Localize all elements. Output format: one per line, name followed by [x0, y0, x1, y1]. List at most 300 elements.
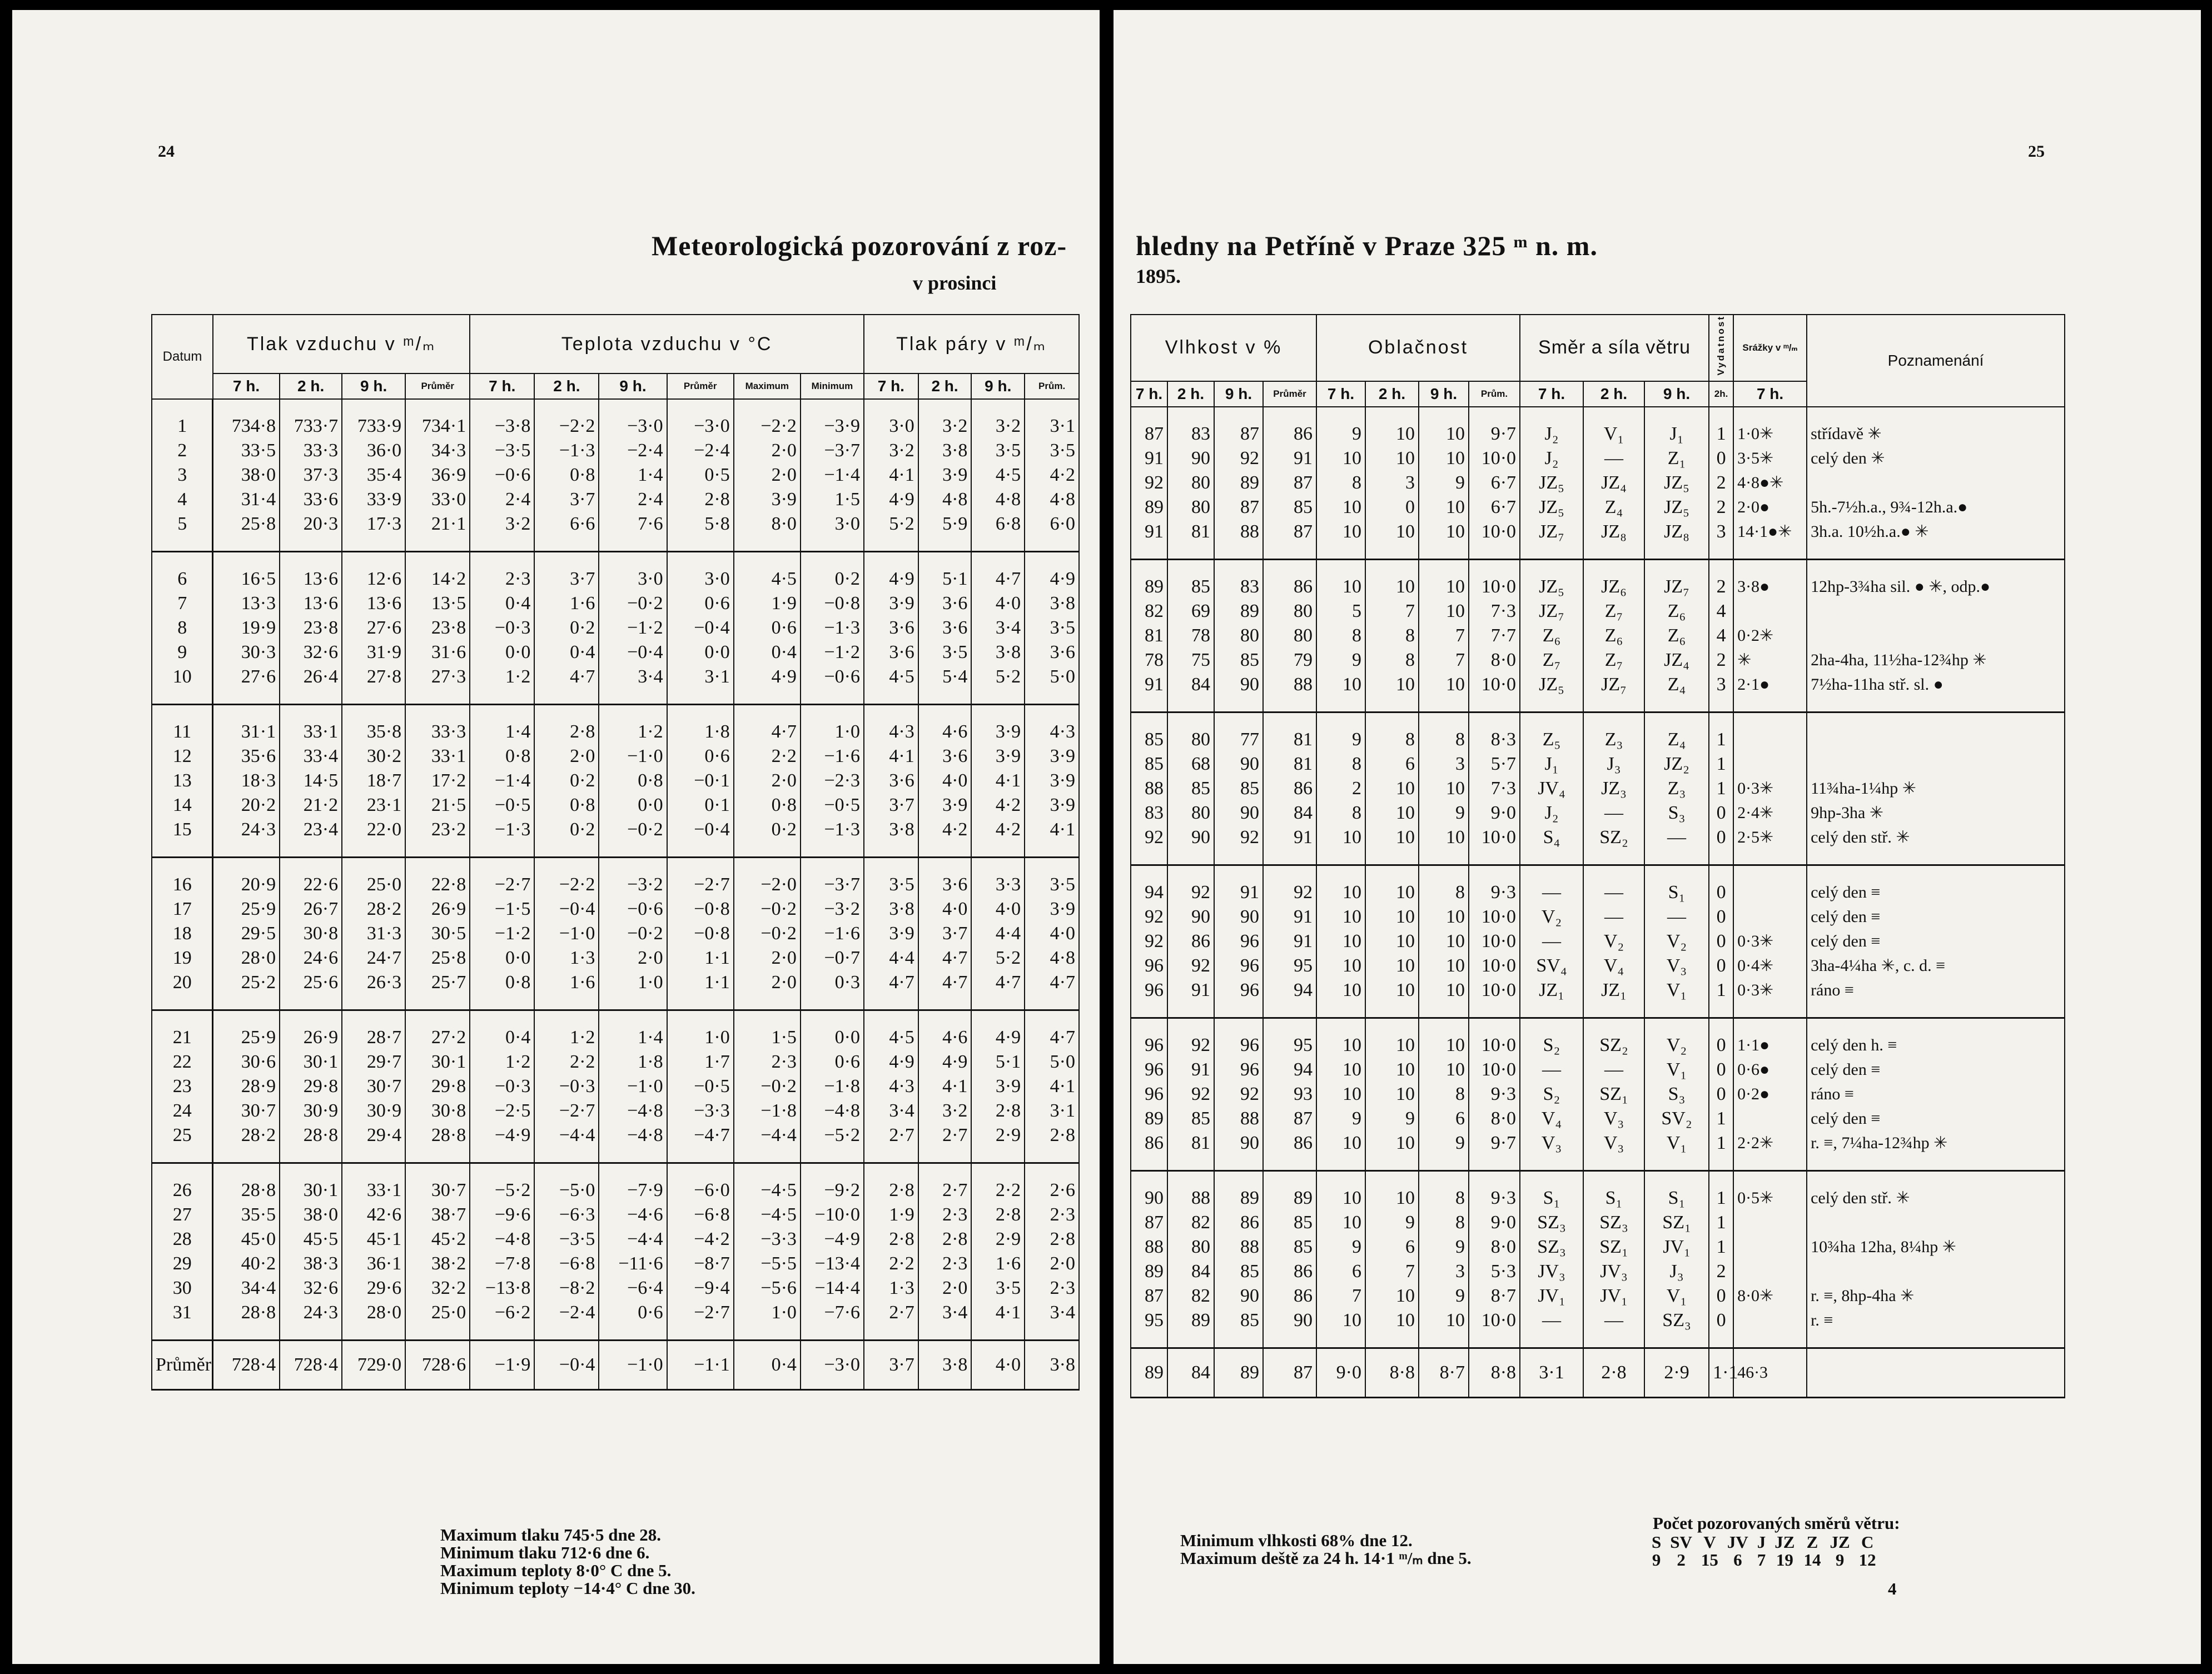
table-cell: 96	[1131, 1058, 1167, 1082]
table-cell: 30·2	[342, 744, 405, 769]
table-cell: 1·8	[667, 705, 734, 745]
table-cell: −0·8	[667, 921, 734, 946]
table-row	[152, 552, 1079, 592]
table-cell: 0·6	[667, 744, 734, 769]
table-cell: 4·7	[534, 665, 599, 705]
table-cell: 21·1	[405, 512, 470, 552]
table-cell: 12hp-3¾ha sil. ● ✳, odp.●	[1807, 559, 2065, 599]
table-cell: 0·6	[801, 1050, 864, 1074]
table-cell: SV₄	[1520, 954, 1583, 978]
table-cell: 3·4	[971, 616, 1025, 640]
sub-7h: 7 h.	[1316, 381, 1365, 407]
table-cell: −2·7	[667, 1301, 734, 1341]
table-cell: 10	[1365, 1284, 1419, 1308]
table-cell: 28·8	[405, 1123, 470, 1163]
table-cell: −0·2	[734, 1074, 801, 1099]
table-cell	[1733, 905, 1807, 929]
table-cell: 9	[1316, 1107, 1365, 1131]
table-cell: S₁	[1644, 865, 1709, 905]
table-cell: 96	[1131, 1018, 1167, 1058]
table-cell: 25	[152, 1123, 213, 1163]
table-cell: JV₁	[1520, 1284, 1583, 1308]
table-cell: 9·3	[1469, 1082, 1520, 1107]
table-cell: JZ₁	[1520, 978, 1583, 1018]
table-cell: 45·2	[405, 1227, 470, 1252]
table-cell: 4·9	[864, 552, 918, 592]
table-cell: S₃	[1644, 801, 1709, 825]
table-cell	[1807, 1259, 2065, 1284]
total-cell: 8·7	[1419, 1348, 1469, 1397]
total-cell: 87	[1263, 1348, 1316, 1397]
table-row	[152, 1074, 1079, 1099]
table-cell: 10	[1316, 446, 1365, 471]
table-cell: 30·6	[213, 1050, 280, 1074]
table-cell: 0·3✳	[1733, 978, 1807, 1018]
table-cell: 23	[152, 1074, 213, 1099]
table-cell: −9·6	[470, 1203, 534, 1227]
table-cell: 3·6	[918, 591, 972, 616]
table-cell: −5·2	[801, 1123, 864, 1163]
table-cell: 8	[1316, 624, 1365, 648]
table-cell: −2·7	[534, 1099, 599, 1123]
table-cell: SZ₂	[1583, 825, 1644, 865]
table-cell: 7	[1316, 1284, 1365, 1308]
table-cell: 2·9	[971, 1123, 1025, 1163]
table-cell: 3·7	[534, 552, 599, 592]
table-cell: 7	[1365, 599, 1419, 624]
table-cell: 10	[1419, 905, 1469, 929]
table-cell: −1·3	[801, 818, 864, 858]
table-cell: 1·4	[470, 705, 534, 745]
table-cell: 733·7	[280, 399, 342, 439]
table-cell: SZ₃	[1644, 1308, 1709, 1348]
table-cell: 68	[1167, 752, 1214, 776]
table-row	[1131, 865, 2065, 905]
table-cell: 92	[1131, 471, 1167, 495]
table-cell: 96	[1131, 954, 1167, 978]
table-cell: 3·6	[864, 616, 918, 640]
table-cell: 10·0	[1469, 1308, 1520, 1348]
table-cell: 3·7	[864, 793, 918, 818]
table-cell: −0·5	[470, 793, 534, 818]
table-cell: SZ₁	[1644, 1210, 1709, 1235]
stat-line: Maximum teploty 8·0° C dne 5.	[440, 1561, 672, 1580]
table-cell: −1·2	[470, 921, 534, 946]
table-cell: 0·4	[734, 640, 801, 665]
table-cell: 4·8	[918, 487, 972, 512]
table-cell: 5·2	[971, 665, 1025, 705]
table-cell: 85	[1131, 712, 1167, 752]
table-cell: 9	[1316, 407, 1365, 446]
table-cell: 84	[1263, 801, 1316, 825]
table-cell: −2·2	[734, 399, 801, 439]
table-cell: −1·2	[801, 640, 864, 665]
table-cell: −4·6	[599, 1203, 667, 1227]
table-cell: 81	[1167, 520, 1214, 560]
table-cell: 2·0	[599, 946, 667, 970]
table-cell: 4·5	[734, 552, 801, 592]
table-cell: 28·8	[213, 1301, 280, 1341]
table-cell: 4·2	[971, 818, 1025, 858]
table-cell: −1·6	[801, 921, 864, 946]
table-cell: 3	[152, 463, 213, 487]
table-cell: 33·5	[213, 439, 280, 463]
page-subtitle: 1895.	[1136, 265, 1181, 287]
total-cell: 3·8	[1025, 1341, 1079, 1390]
table-cell: 7	[1365, 1259, 1419, 1284]
table-cell: 0·2	[801, 552, 864, 592]
table-row	[1131, 1170, 2065, 1210]
table-cell: 88	[1214, 1107, 1263, 1131]
wind-counts-extra: 4	[1888, 1579, 1897, 1598]
table-cell: 83	[1131, 801, 1167, 825]
table-cell: SZ₂	[1583, 1018, 1644, 1058]
total-cell: 84	[1167, 1348, 1214, 1397]
table-cell: 10	[1419, 672, 1469, 713]
table-cell: 3·1	[667, 665, 734, 705]
table-cell: 27·6	[342, 616, 405, 640]
table-cell: 89	[1167, 1308, 1214, 1348]
table-cell: Z₄	[1583, 495, 1644, 520]
sub-7h: 7 h.	[213, 373, 280, 399]
table-cell: 88	[1131, 1235, 1167, 1259]
table-cell: 2·7	[864, 1301, 918, 1341]
table-cell: 8·0	[1469, 1107, 1520, 1131]
table-cell: −0·6	[599, 897, 667, 921]
table-cell: 13·6	[280, 552, 342, 592]
table-cell: 2·7	[918, 1123, 972, 1163]
table-cell: 0·4✳	[1733, 954, 1807, 978]
table-cell: 9·3	[1469, 865, 1520, 905]
table-cell: 1·0✳	[1733, 407, 1807, 446]
wind-count: 12	[1858, 1550, 1876, 1570]
table-row	[152, 946, 1079, 970]
table-row	[1131, 471, 2065, 495]
table-cell: 87	[1131, 407, 1167, 446]
table-cell: 33·4	[280, 744, 342, 769]
table-cell: 94	[1263, 1058, 1316, 1082]
table-cell: 7·7	[1469, 624, 1520, 648]
sub-prumer: Průměr	[405, 373, 470, 399]
table-cell: −2·4	[534, 1301, 599, 1341]
table-cell: 4	[152, 487, 213, 512]
table-cell: 36·9	[405, 463, 470, 487]
table-cell: 2·3	[1025, 1203, 1079, 1227]
table-cell: ráno ≡	[1807, 978, 2065, 1018]
table-cell: 9	[1365, 1210, 1419, 1235]
table-cell: 0	[1709, 929, 1733, 954]
table-cell: 0·0	[470, 946, 534, 970]
total-cell: 8·8	[1469, 1348, 1520, 1397]
table-cell: 85	[1263, 1235, 1316, 1259]
sub-prumer: Průměr	[667, 373, 734, 399]
table-cell: 3·0	[667, 552, 734, 592]
table-cell: 0·8	[734, 793, 801, 818]
table-cell: V₄	[1583, 954, 1644, 978]
table-cell: 4·2	[971, 793, 1025, 818]
table-cell: 28·9	[213, 1074, 280, 1099]
table-cell: JV₁	[1644, 1235, 1709, 1259]
table-cell: 30·8	[280, 921, 342, 946]
table-cell: 31·3	[342, 921, 405, 946]
table-cell: 4·6	[918, 1010, 972, 1050]
table-cell: celý den ≡	[1807, 929, 2065, 954]
table-cell: 1	[1709, 752, 1733, 776]
table-cell: 3·2	[470, 512, 534, 552]
table-cell: 3·9	[918, 463, 972, 487]
table-cell: 85	[1167, 1107, 1214, 1131]
table-cell: 3·9	[1025, 769, 1079, 793]
table-cell: 3·6	[1025, 640, 1079, 665]
table-row	[1131, 407, 2065, 446]
table-cell: 1	[1709, 1107, 1733, 1131]
table-cell: 4·9	[864, 487, 918, 512]
table-cell: 0·6	[667, 591, 734, 616]
table-cell: 0·6	[599, 1301, 667, 1341]
table-cell: 0·3✳	[1733, 776, 1807, 801]
table-cell: 87	[1131, 1284, 1167, 1308]
table-cell: Z₇	[1583, 648, 1644, 672]
table-cell: 9	[1419, 1284, 1469, 1308]
table-cell: 1·5	[801, 487, 864, 512]
table-cell: 2·3	[734, 1050, 801, 1074]
table-cell: 3·5	[971, 1276, 1025, 1301]
table-cell: 4·9	[864, 1050, 918, 1074]
table-cell: 69	[1167, 599, 1214, 624]
table-cell: 10·0	[1469, 905, 1520, 929]
table-cell: 10	[1316, 1308, 1365, 1348]
table-cell: 91	[1167, 1058, 1214, 1082]
table-cell: JZ₁	[1583, 978, 1644, 1018]
table-cell: −5·5	[734, 1252, 801, 1276]
stat-line: Maximum tlaku 745·5 dne 28.	[440, 1525, 662, 1545]
table-cell: 9·0	[1469, 1210, 1520, 1235]
table-cell: celý den stř. ✳	[1807, 1170, 2065, 1210]
page-title: Meteorologická pozorování z roz-	[652, 230, 1067, 261]
table-cell: 92	[1167, 865, 1214, 905]
table-cell: 0·2	[534, 769, 599, 793]
table-cell: JZ₅	[1520, 495, 1583, 520]
table-cell: 4·1	[1025, 1074, 1079, 1099]
table-cell: −4·9	[470, 1123, 534, 1163]
table-cell: celý den ≡	[1807, 1058, 2065, 1082]
table-cell: 8	[1365, 624, 1419, 648]
table-cell: 3·2	[971, 399, 1025, 439]
table-cell: 29·8	[405, 1074, 470, 1099]
table-row	[152, 897, 1079, 921]
table-cell: 10	[1419, 978, 1469, 1018]
table-cell: 6	[1316, 1259, 1365, 1284]
table-cell: 80	[1167, 1235, 1214, 1259]
table-cell: 21·2	[280, 793, 342, 818]
table-cell: 17·3	[342, 512, 405, 552]
table-cell: 32·6	[280, 640, 342, 665]
table-cell: −5·6	[734, 1276, 801, 1301]
col-vyparnost	[1709, 315, 1733, 381]
table-cell: −0·5	[667, 1074, 734, 1099]
table-cell: 3·0	[599, 552, 667, 592]
table-cell: 10	[1419, 599, 1469, 624]
table-cell: 10	[1365, 954, 1419, 978]
sub-prum: Prům.	[1025, 373, 1079, 399]
stat-line: Maximum deště za 24 h. 14·1 ᵐ/ₘ dne 5.	[1180, 1548, 1472, 1568]
table-cell: JZ₂	[1644, 752, 1709, 776]
table-cell: 88	[1263, 672, 1316, 713]
table-cell: 3·7	[918, 921, 972, 946]
table-cell: 10	[1316, 520, 1365, 560]
table-cell: JV₄	[1520, 776, 1583, 801]
table-cell: 13·5	[405, 591, 470, 616]
table-cell: −3·5	[470, 439, 534, 463]
table-cell: 81	[1263, 712, 1316, 752]
table-cell: −1·3	[534, 439, 599, 463]
total-cell: 2·8	[1583, 1348, 1644, 1397]
table-cell: 33·0	[405, 487, 470, 512]
table-cell: 10	[1316, 559, 1365, 599]
table-cell: V₄	[1520, 1107, 1583, 1131]
table-cell: 38·0	[280, 1203, 342, 1227]
table-cell: 3·9	[971, 744, 1025, 769]
table-cell: 23·1	[342, 793, 405, 818]
table-cell: 79	[1263, 648, 1316, 672]
table-cell: 38·2	[405, 1252, 470, 1276]
table-row	[152, 1203, 1079, 1227]
table-cell: 10	[1316, 954, 1365, 978]
table-cell: 1·6	[971, 1252, 1025, 1276]
total-cell: 728·6	[405, 1341, 470, 1390]
table-cell: S₂	[1520, 1082, 1583, 1107]
table-cell: 3·5	[864, 858, 918, 898]
table-cell: 89	[1131, 495, 1167, 520]
table-cell: 33·6	[280, 487, 342, 512]
table-cell: 14·2	[405, 552, 470, 592]
table-cell: 11¾ha-1¼hp ✳	[1807, 776, 2065, 801]
table-cell: 25·9	[213, 1010, 280, 1050]
table-cell: 2·1●	[1733, 672, 1807, 713]
table-cell: 6	[1419, 1107, 1469, 1131]
table-cell: 0·6●	[1733, 1058, 1807, 1082]
table-cell: 90	[1263, 1308, 1316, 1348]
table-cell: −9·4	[667, 1276, 734, 1301]
table-cell: 4·7	[1025, 970, 1079, 1010]
table-cell: 3·4	[918, 1301, 972, 1341]
total-cell: −1·1	[667, 1341, 734, 1390]
table-cell: 26·9	[405, 897, 470, 921]
table-cell: 8·0	[1469, 1235, 1520, 1259]
table-cell: 89	[1214, 1170, 1263, 1210]
table-cell: 10	[1316, 978, 1365, 1018]
page-number: 25	[2028, 142, 2045, 161]
table-cell: 10	[1316, 1058, 1365, 1082]
table-cell: 4·6	[918, 705, 972, 745]
table-cell: 3·8●	[1733, 559, 1807, 599]
table-cell: −0·4	[667, 818, 734, 858]
table-cell: 4·7	[1025, 1010, 1079, 1050]
table-cell: 0	[1365, 495, 1419, 520]
table-cell: 77	[1214, 712, 1263, 752]
table-cell: 2·9	[971, 1227, 1025, 1252]
table-cell: 11	[152, 705, 213, 745]
table-cell: Z₃	[1583, 712, 1644, 752]
table-cell: 9·3	[1469, 1170, 1520, 1210]
table-cell: 91	[1263, 929, 1316, 954]
table-cell: —	[1583, 1308, 1644, 1348]
table-cell: 8·0	[734, 512, 801, 552]
table-cell: 19·9	[213, 616, 280, 640]
table-cell: 4·0	[918, 769, 972, 793]
wind-count: 7	[1757, 1550, 1766, 1570]
table-cell: 25·7	[405, 970, 470, 1010]
table-cell: 10	[1365, 1082, 1419, 1107]
table-cell: JZ₄	[1644, 648, 1709, 672]
table-cell: −2·7	[667, 858, 734, 898]
table-cell: 2·0	[734, 970, 801, 1010]
table-cell: −4·8	[599, 1123, 667, 1163]
table-cell: 14	[152, 793, 213, 818]
table-cell: 4·8	[1025, 487, 1079, 512]
table-cell: 1·1●	[1733, 1018, 1807, 1058]
table-cell: −14·4	[801, 1276, 864, 1301]
table-cell: 28·8	[213, 1163, 280, 1203]
table-row	[1131, 559, 2065, 599]
table-cell: SZ₁	[1583, 1082, 1644, 1107]
table-cell: 3·4	[864, 1099, 918, 1123]
table-cell: 16·5	[213, 552, 280, 592]
table-cell: 31·6	[405, 640, 470, 665]
table-cell: 0·8	[534, 793, 599, 818]
table-cell: −0·3	[470, 616, 534, 640]
table-cell: 89	[1214, 599, 1263, 624]
table-cell: 2·2	[971, 1163, 1025, 1203]
table-cell: celý den ✳	[1807, 446, 2065, 471]
table-cell: 3·5	[971, 439, 1025, 463]
table-cell: 85	[1214, 648, 1263, 672]
table-cell: 94	[1263, 978, 1316, 1018]
sub-7h: 7 h.	[864, 373, 918, 399]
table-cell: −0·6	[801, 665, 864, 705]
table-cell: 30	[152, 1276, 213, 1301]
table-cell: 4·0	[918, 897, 972, 921]
table-cell: 33·3	[405, 705, 470, 745]
table-cell: 95	[1263, 954, 1316, 978]
right-stats	[1180, 1532, 1472, 1567]
table-cell: 35·5	[213, 1203, 280, 1227]
table-cell: 27·8	[342, 665, 405, 705]
table-cell: 2·3	[918, 1252, 972, 1276]
table-cell: −2·2	[534, 399, 599, 439]
table-cell: −0·4	[599, 640, 667, 665]
table-cell: −1·0	[534, 921, 599, 946]
table-cell: −0·1	[667, 769, 734, 793]
table-row	[1131, 801, 2065, 825]
table-cell: 1	[1709, 1170, 1733, 1210]
table-cell: 90	[1131, 1170, 1167, 1210]
table-cell: 1·3	[534, 946, 599, 970]
table-cell: 5·1	[971, 1050, 1025, 1074]
total-cell: 3·1	[1520, 1348, 1583, 1397]
table-cell: 0	[1709, 1018, 1733, 1058]
table-cell: 9·0	[1469, 801, 1520, 825]
table-cell: 2·0●	[1733, 495, 1807, 520]
table-cell: 20	[152, 970, 213, 1010]
table-cell: 2·8	[864, 1163, 918, 1203]
total-cell: −3·0	[801, 1341, 864, 1390]
table-cell: 10	[1419, 495, 1469, 520]
wind-direction: JZ	[1774, 1532, 1795, 1552]
table-cell: 0	[1709, 865, 1733, 905]
table-cell: −0·3	[534, 1074, 599, 1099]
table-cell: 3·5	[1025, 439, 1079, 463]
